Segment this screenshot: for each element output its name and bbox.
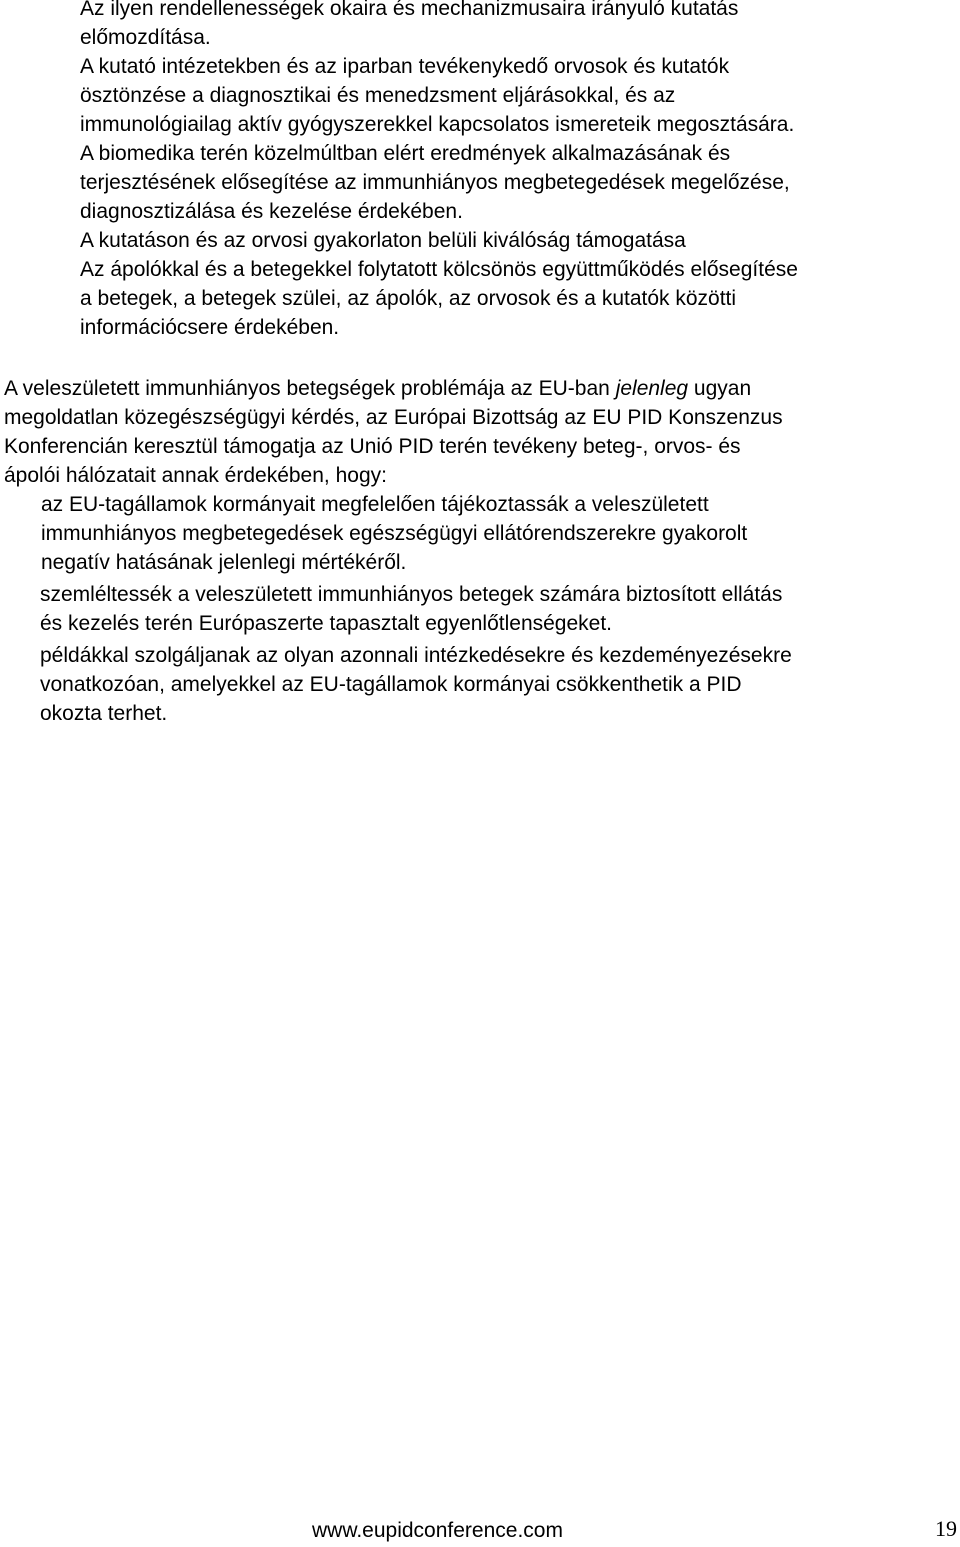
goal-item (40, 580, 955, 638)
objective-item (80, 0, 960, 52)
text-line: immunológiailag aktív gyógyszerekkel kapcsolatos ismereteik megosztására. (80, 113, 795, 136)
text-line: immunhiányos megbetegedések egészségügyi ellátórendszerekre gyakorolt (41, 522, 748, 545)
objective-item (80, 139, 960, 226)
text-line: szemléltessék a veleszületett immunhiányos betegek számára biztosított ellátás (40, 583, 783, 606)
objective-item (80, 255, 960, 342)
objective-item (80, 52, 960, 139)
text-run: ugyan (688, 377, 752, 400)
text-line: Az ilyen rendellenességek okaira és mechanizmusaira irányuló kutatás (80, 0, 739, 20)
text-line: A biomedika terén közelmúltban elért eredmények alkalmazásának és (80, 142, 731, 165)
text-line: ápolói hálózatait annak érdekében, hogy: (4, 464, 387, 487)
italic-text: jelenleg (615, 377, 689, 400)
text-line: A kutatáson és az orvosi gyakorlaton belüli kiválóság támogatása (80, 229, 686, 252)
text-line: Az ápolókkal és a betegekkel folytatott kölcsönös együttműködés elősegítése (80, 258, 798, 281)
main-paragraph (4, 374, 954, 490)
text-line: a betegek, a betegek szülei, az ápolók, az orvosok és a kutatók közötti (80, 287, 737, 310)
text-line: A kutató intézetekben és az iparban tevékenykedő orvosok és kutatók (80, 55, 730, 78)
goal-item (40, 490, 955, 577)
paragraph-text (4, 374, 954, 490)
goals-list (40, 490, 955, 731)
text-line: diagnosztizálása és kezelése érdekében. (80, 200, 463, 223)
text-line: információcsere érdekében. (80, 316, 340, 339)
text-line: az EU-tagállamok kormányait megfelelően tájékoztassák a veleszületett (41, 493, 709, 516)
page-number: 19 (935, 1516, 957, 1541)
text-line: terjesztésének elősegítése az immunhiányos megbetegedések megelőzése, (80, 171, 790, 194)
text-line: vonatkozóan, amelyekkel az EU-tagállamok kormányai csökkenthetik a PID (40, 673, 742, 696)
text-line: példákkal szolgáljanak az olyan azonnali intézkedésekre és kezdeményezésekre (40, 644, 792, 667)
text-line: negatív hatásának jelenlegi mértékéről. (41, 551, 407, 574)
text-line: okozta terhet. (40, 702, 168, 725)
text-line: megoldatlan közegészségügyi kérdés, az Európai Bizottság az EU PID Konszenzus (4, 406, 783, 429)
text-line: előmozdítása. (80, 26, 211, 49)
text-line: és kezelés terén Európaszerte tapasztalt egyenlőtlenségeket. (40, 612, 613, 635)
footer-website-link[interactable]: www.eupidconference.com (312, 1519, 563, 1542)
objective-item (80, 226, 960, 255)
text-line (4, 374, 954, 403)
objectives-list (80, 0, 960, 342)
text-line: Konferencián keresztül támogatja az Unió PID terén tevékeny beteg-, orvos- és (4, 435, 741, 458)
text-line: ösztönzése a diagnosztikai és menedzsment eljárásokkal, és az (80, 84, 676, 107)
text-run: A veleszületett immunhiányos betegségek problémája az EU-ban (4, 377, 616, 400)
goal-item (40, 641, 955, 728)
